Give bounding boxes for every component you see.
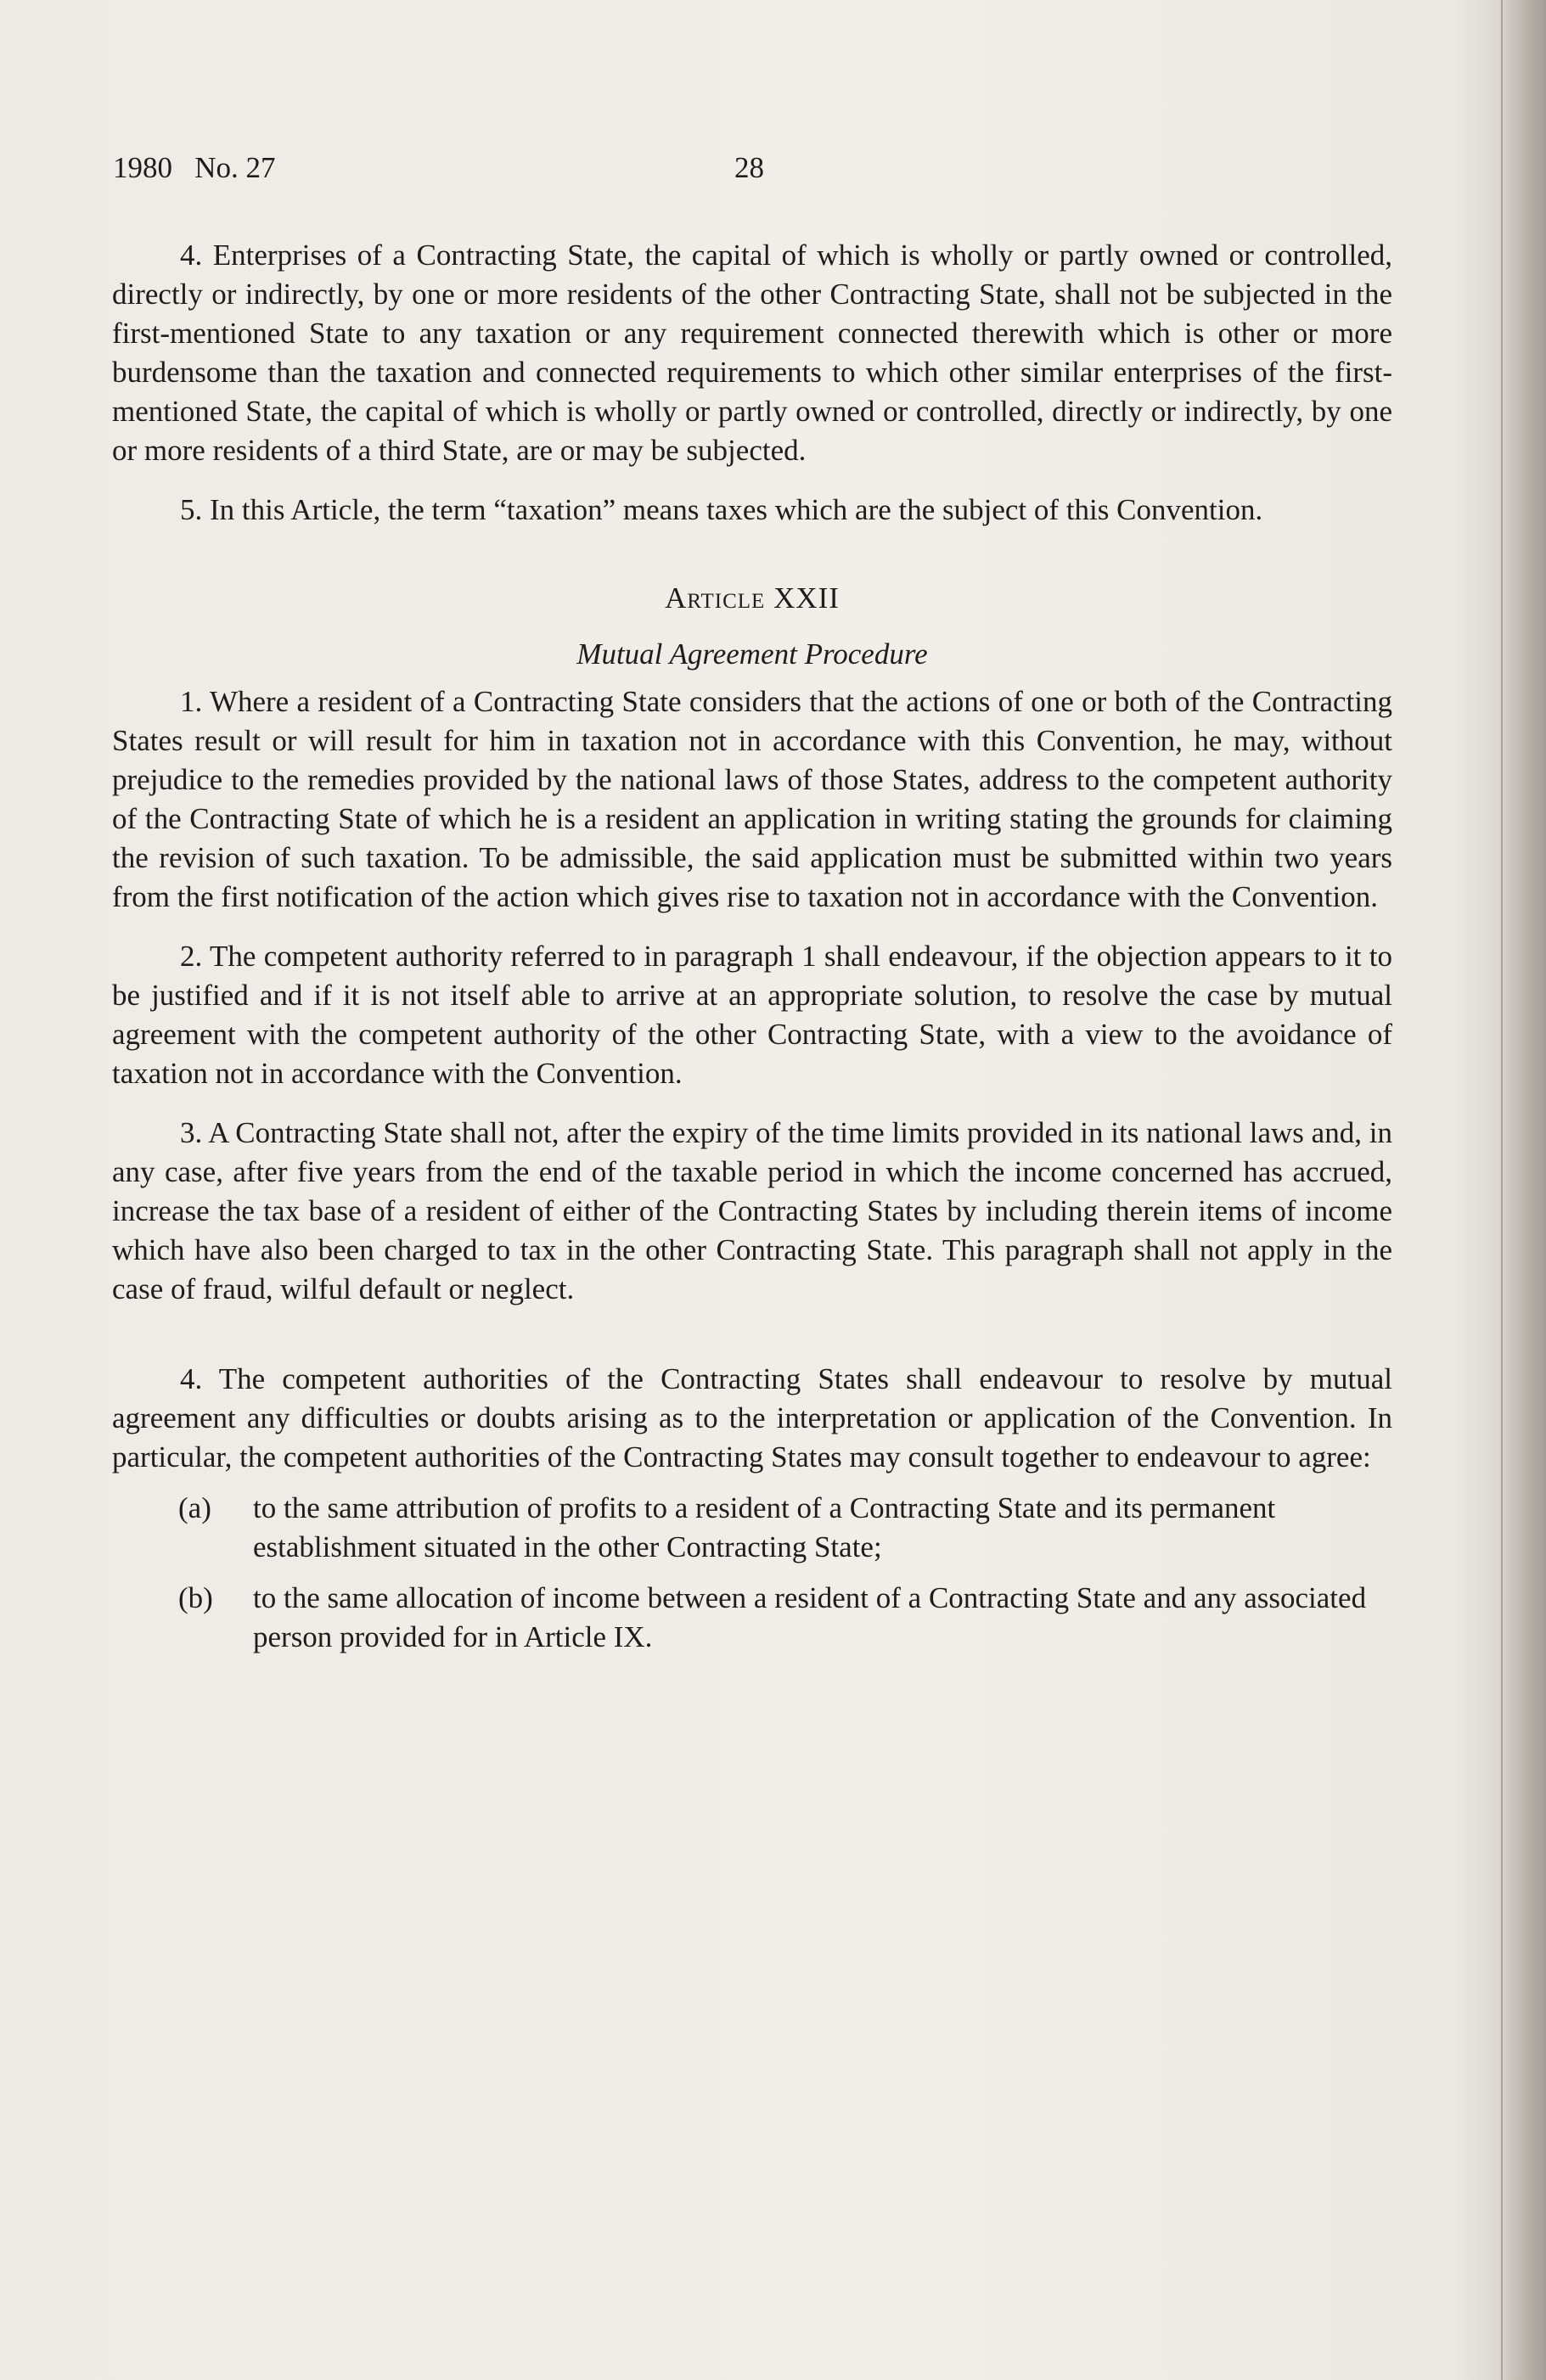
paragraph-2-competent-authority: 2. The competent authority referred to in paragraph 1 shall endeavour, if the objection appears to it to be justified and if it is not itself able to arrive at an appropriate solution, to resolve the case by mutual agreement with the competent authority of the other Contracting State, with a view to the avoidance of taxation not in accordance with the Convention. [112, 940, 1392, 1090]
list-item [112, 1489, 1392, 1567]
page-header [113, 151, 1386, 194]
list-item [112, 1579, 1392, 1657]
page-number: 28 [734, 151, 764, 184]
page-edge-shadow [1497, 0, 1546, 2380]
list-item-text: to the same allocation of income between a resident of a Contracting State and any associated person provided for in Article IX. [253, 1581, 1367, 1653]
document-body [112, 236, 1392, 1657]
paragraph-4-enterprises: 4. Enterprises of a Contracting State, the capital of which is wholly or partly owned or controlled, directly or indirectly, by one or more residents of the other Contracting State, shall not be subjected in the first-mentioned State to any taxation or any requirement connected therewith which is other or more burdensome than the taxation and connected requirements to which other similar enterprises of the first-mentioned State, the capital of which is wholly or partly owned or controlled, directly or indirectly, by one or more residents of a third State, are or may be subjected. [112, 239, 1392, 467]
article-subheading: Mutual Agreement Procedure [576, 637, 928, 671]
paragraph-1-resident-application: 1. Where a resident of a Contracting State considers that the actions of one or both of the Contracting States result or will result for him in taxation not in accordance with this Convention, he may, without prejudice to the remedies provided by the national laws of those States, address to the competent authority of the Contracting State of which he is a resident an application in writing stating the grounds for claiming the revision of such taxation. To be admissible, the said application must be submitted within two years from the first notification of the action which gives rise to taxation not in accordance with the Convention. [112, 685, 1392, 913]
paragraph-3-time-limits: 3. A Contracting State shall not, after the expiry of the time limits provided in its national laws and, in any case, after five years from the end of the taxable period in which the income concerned has accrued, increase the tax base of a resident of either of the Contracting States by including therein items of income which have also been charged to tax in the other Contracting State. This paragraph shall not apply in the case of fraud, wilful default or neglect. [112, 1116, 1392, 1305]
list-item-label: (a) [178, 1491, 211, 1524]
list-item-label: (b) [178, 1581, 213, 1614]
article-heading: Article XXII [665, 581, 840, 615]
list-item-text: to the same attribution of profits to a resident of a Contracting State and its permanent establishment situated in the other Contracting State; [253, 1491, 1276, 1563]
header-citation: 1980 No. 27 [113, 151, 276, 184]
paragraph-5-taxation-definition: 5. In this Article, the term “taxation” means taxes which are the subject of this Convention. [180, 493, 1263, 526]
paragraph-4-mutual-agreement: 4. The competent authorities of the Contracting States shall endeavour to resolve by mutual agreement any difficulties or doubts arising as to the interpretation or application of the Convention. In particular, the competent authorities of the Contracting States may consult together to endeavour to agree: [112, 1362, 1392, 1473]
page-edge-line [1501, 0, 1503, 2380]
